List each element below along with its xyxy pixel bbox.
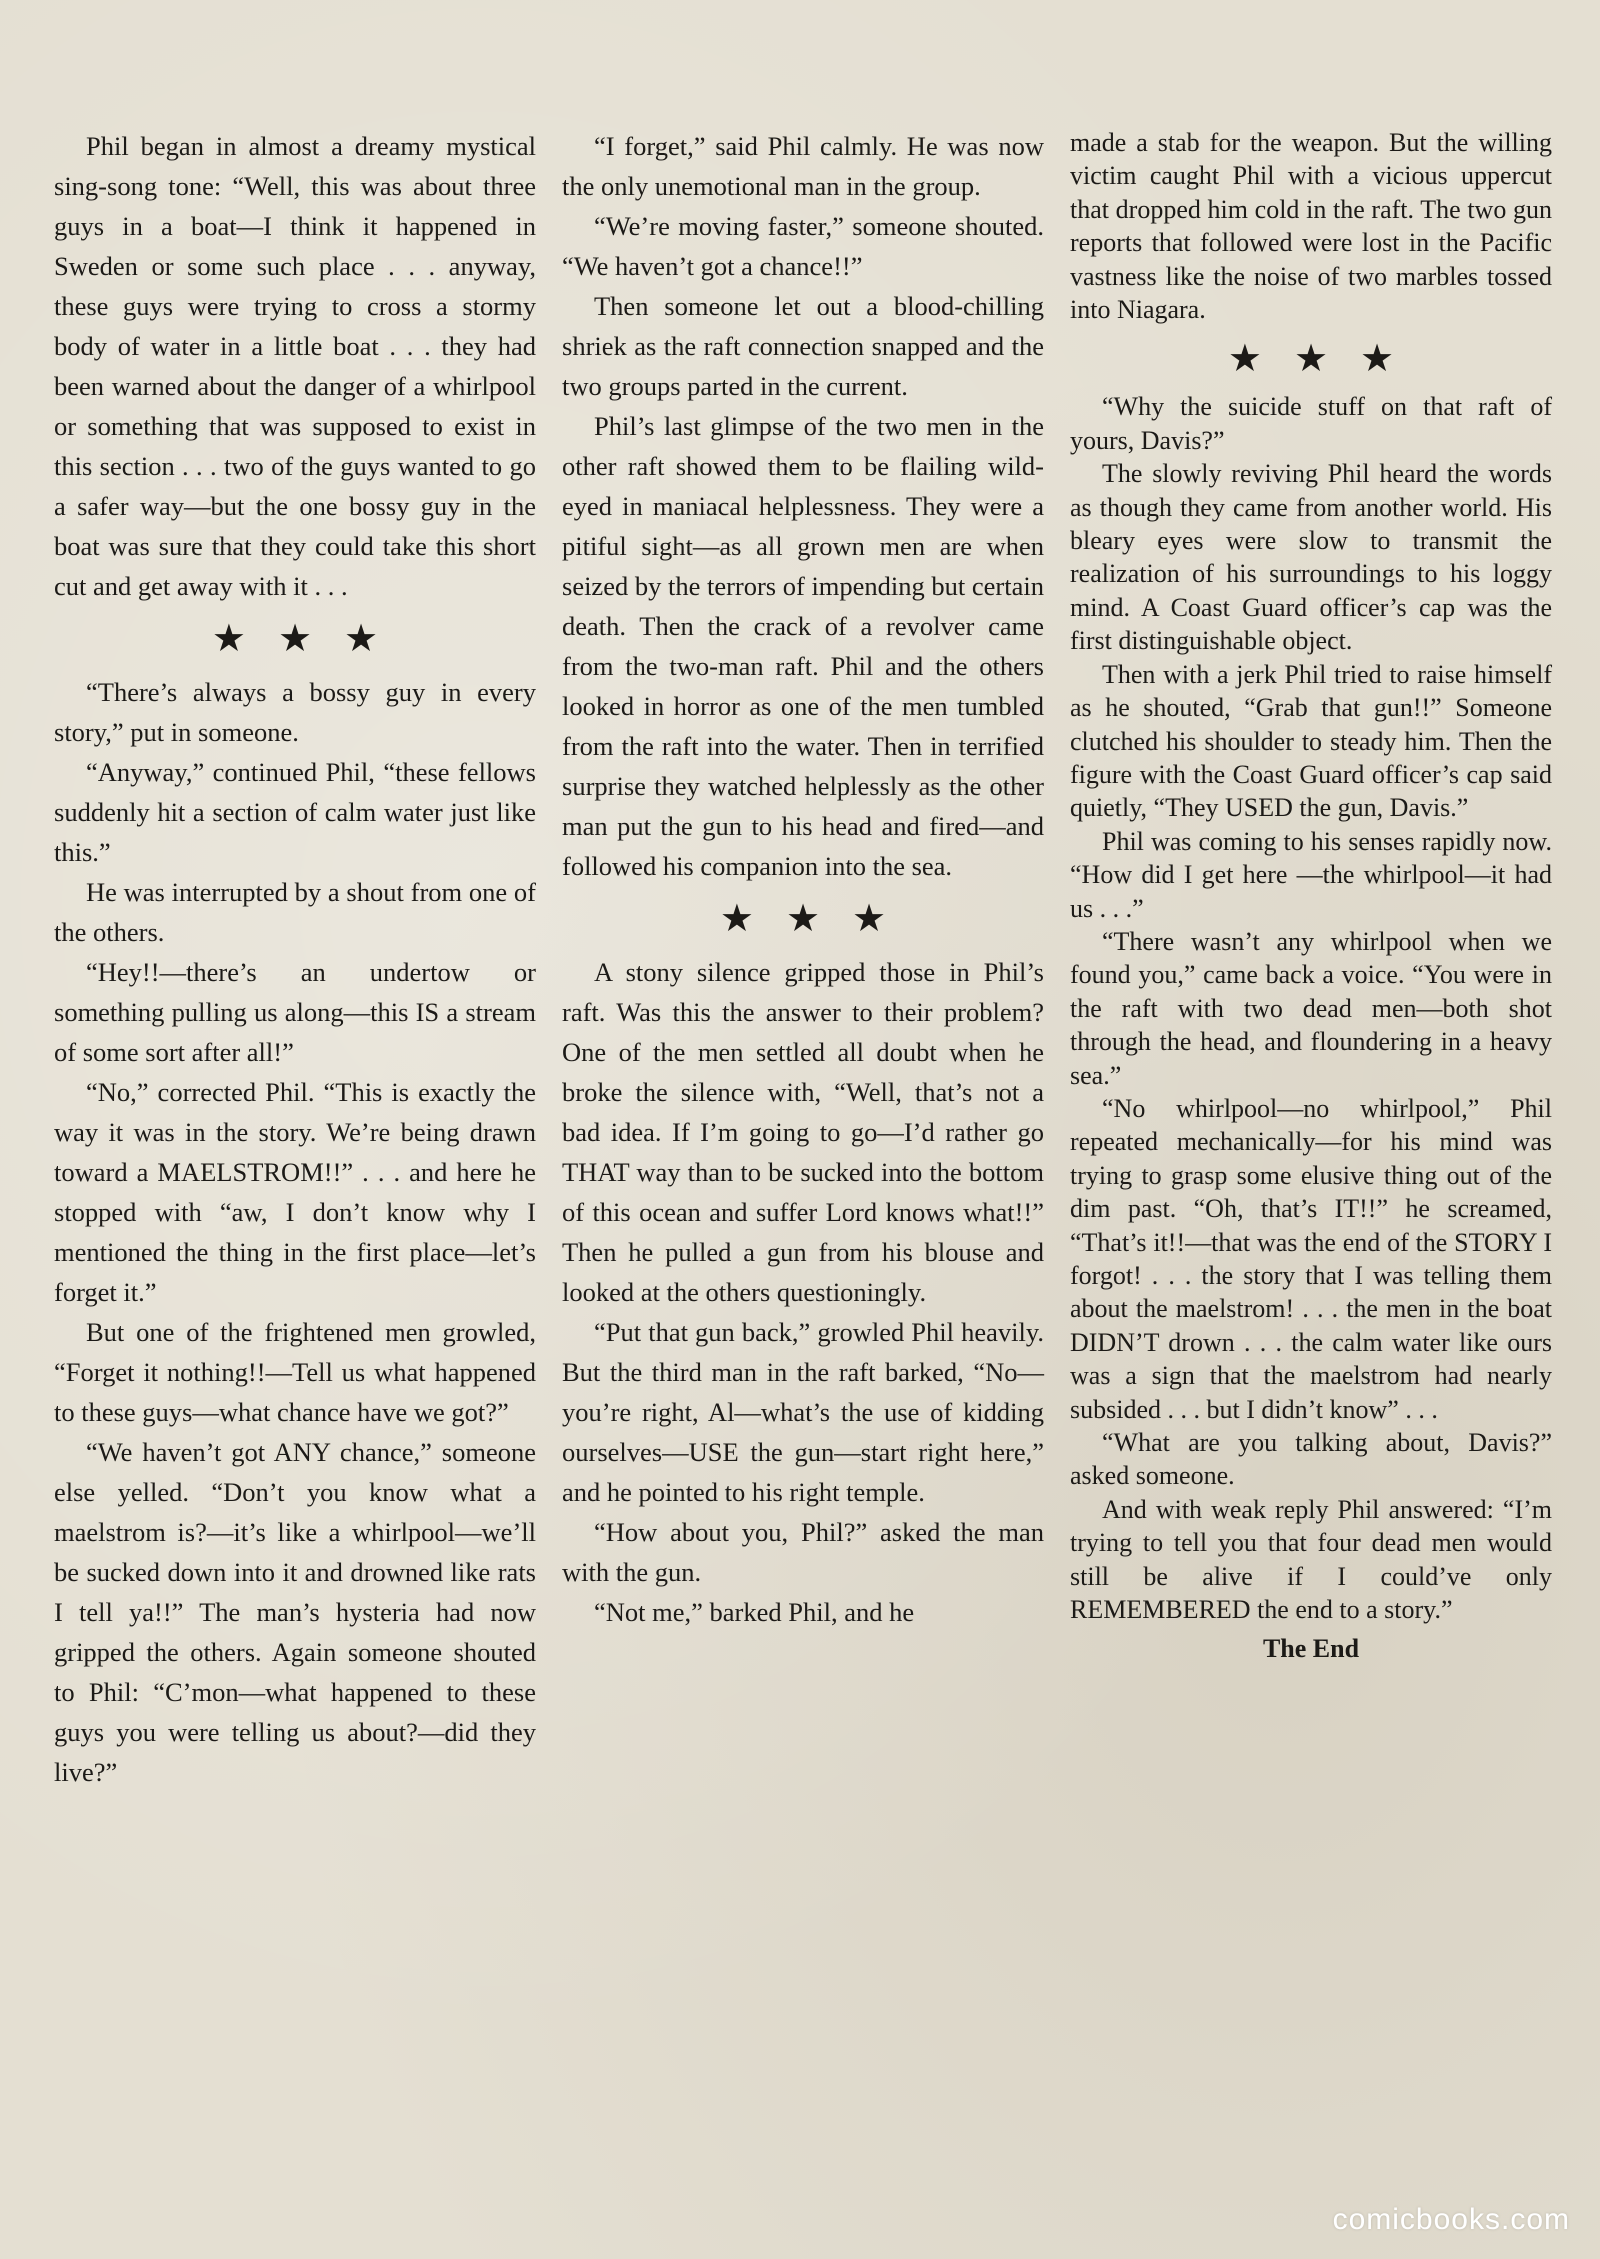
story-paragraph: “There wasn’t any whirlpool when we found you,” came back a voice. “You were in the raft with two dead men—both shot through the head, and floundering in a heavy sea.” (1070, 926, 1552, 1090)
story-paragraph: The slowly reviving Phil heard the words as though they came from another world. His bleary eyes were slow to transmit the realization of his surroundings to his loggy mind. A Coast Guard officer’s cap was the first distinguishable object. (1070, 459, 1552, 656)
story-columns (54, 126, 1554, 1792)
story-paragraph: “Anyway,” continued Phil, “these fellows suddenly hit a section of calm water just like this.” (54, 757, 536, 867)
story-paragraph: And with weak reply Phil answered: “I’m trying to tell you that four dead men would still be alive if I could’ve only REMEMBERED the end to a story.” (1070, 1494, 1552, 1625)
story-paragraph: Then someone let out a blood-chilling shriek as the raft connection snapped and the two groups parted in the current. (562, 291, 1044, 401)
the-end-label: The End (1262, 1634, 1360, 1664)
story-paragraph: “What are you talking about, Davis?” asked someone. (1070, 1428, 1552, 1491)
story-paragraph: Then with a jerk Phil tried to raise himself as he shouted, “Grab that gun!!” Someone clutched his shoulder to steady him. Then the figure with the Coast Guard officer’s cap said quietly, “They USED the gun, Davis.” (1070, 659, 1552, 823)
story-paragraph: Phil began in almost a dreamy mystical sing-song tone: “Well, this was about three guys in a boat—I think it happened in Sweden or some such place . . . anyway, these guys were trying to cross a stormy body of water in a little boat . . . they had been warned about the danger of a whirlpool or something that was supposed to exist in this section . . . two of the guys wanted to go a safer way—but the one bossy guy in the boat was sure that they could take this short cut and get away with it . . . (54, 131, 536, 601)
story-paragraph: Phil’s last glimpse of the two men in the other raft showed them to be flailing wild-eyed in maniacal helplessness. They were a pitiful sight—as all grown men are when seized by the terrors of impending but certain death. Then the crack of a revolver came from the two-man raft. Phil and the others looked in horror as one of the men tumbled from the raft into the water. Then in terrified surprise they watched helplessly as the other man put the gun to his head and fired—and followed his companion into the sea. (562, 411, 1044, 881)
column-3 (1070, 126, 1552, 1792)
story-paragraph: “No,” corrected Phil. “This is exactly the way it was in the story. We’re being drawn toward a MAELSTROM!!” . . . and here he stopped with “aw, I don’t know why I mentioned the thing in the first place—let’s forget it.” (54, 1077, 536, 1307)
story-paragraph: “We’re moving faster,” someone shouted. “We haven’t got a chance!!” (562, 211, 1044, 281)
story-paragraph: “Hey!!—there’s an undertow or something pulling us along—this IS a stream of some sort after all!” (54, 957, 536, 1067)
story-paragraph: “There’s always a bossy guy in every story,” put in someone. (54, 677, 536, 747)
story-paragraph: “We haven’t got ANY chance,” someone else yelled. “Don’t you know what a maelstrom is?—it’s like a whirlpool—we’ll be sucked down into it and drowned like rats I tell ya!!” The man’s hysteria had now gripped the others. Again someone shouted to Phil: “C’mon—what happened to these guys you were telling us about?—did they live?” (54, 1437, 536, 1787)
column-2 (562, 126, 1044, 1792)
section-break-stars: ★★★ (719, 898, 919, 940)
story-paragraph: “Put that gun back,” growled Phil heavily. But the third man in the raft barked, “No—you’re right, Al—what’s the use of kidding ourselves—USE the gun—start right here,” and he pointed to his right temple. (562, 1317, 1044, 1507)
story-paragraph: “How about you, Phil?” asked the man with the gun. (562, 1517, 1044, 1587)
story-paragraph: “No whirlpool—no whirlpool,” Phil repeated mechanically—for his mind was trying to grasp some elusive thing out of the dim past. “Oh, that’s IT!!” he screamed, “That’s it!!—that was the end of the STORY I forgot! . . . the story that I was telling them about the maelstrom! . . . the men in the boat DIDN’T drown . . . the calm water like ours was a sign that the maelstrom had nearly subsided . . . but I didn’t know” . . . (1070, 1093, 1552, 1424)
story-paragraph: He was interrupted by a shout from one of the others. (54, 877, 536, 947)
section-break-stars: ★★★ (211, 618, 411, 660)
watermark: comicbooks.com (1332, 2203, 1570, 2236)
story-paragraph: “Why the suicide stuff on that raft of yours, Davis?” (1070, 392, 1552, 455)
story-paragraph: “I forget,” said Phil calmly. He was now the only unemotional man in the group. (562, 131, 1044, 201)
story-paragraph: A stony silence gripped those in Phil’s raft. Was this the answer to their problem? One of the men settled all doubt when he broke the silence with, “Well, that’s not a bad idea. If I’m going to go—I’d rather go THAT way than to be sucked into the bottom of this ocean and suffer Lord knows what!!” Then he pulled a gun from his blouse and looked at the others questioningly. (562, 957, 1044, 1307)
story-paragraph: made a stab for the weapon. But the willing victim caught Phil with a vicious uppercut that dropped him cold in the raft. The two gun reports that followed were lost in the Pacific vastness like the noise of two marbles tossed into Niagara. (1070, 128, 1552, 325)
story-paragraph: Phil was coming to his senses rapidly now. “How did I get here —the whirlpool—it had us . . .” (1070, 826, 1552, 923)
column-1 (54, 126, 536, 1792)
section-break-stars: ★★★ (1227, 338, 1427, 381)
story-paragraph: But one of the frightened men growled, “Forget it nothing!!—Tell us what happened to these guys—what chance have we got?” (54, 1317, 536, 1427)
story-paragraph: “Not me,” barked Phil, and he (594, 1597, 915, 1627)
